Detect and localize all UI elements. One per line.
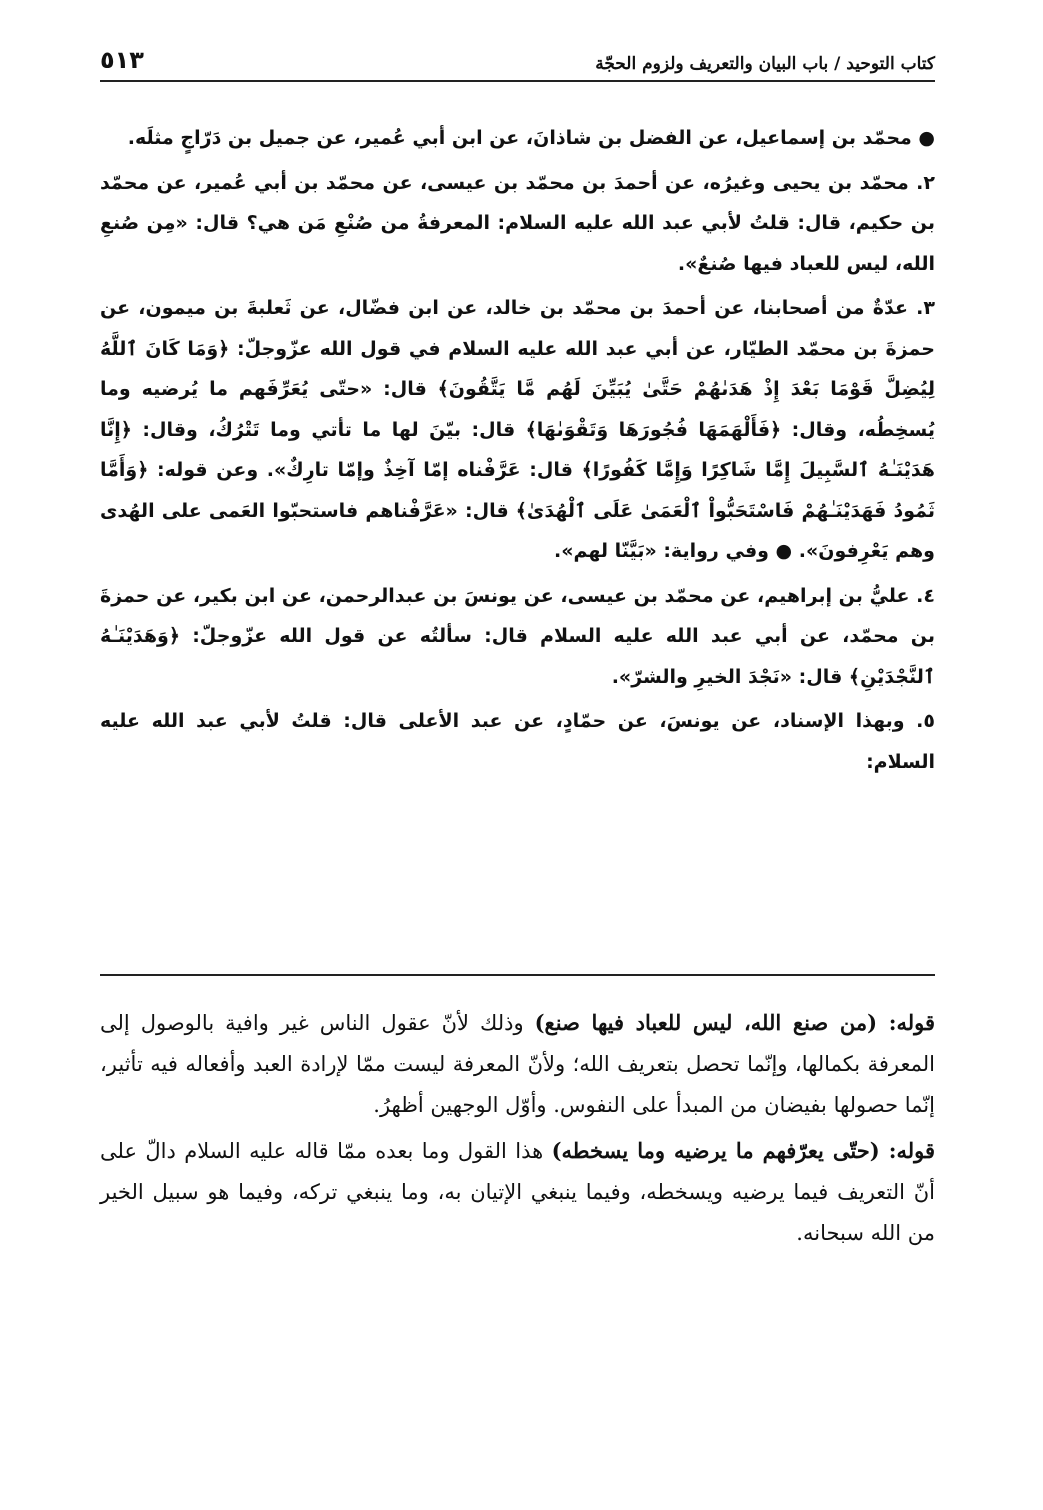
running-title: كتاب التوحيد / باب البيان والتعريف ولزوم الحجّة (595, 54, 935, 74)
page-number: ٥١٣ (100, 46, 144, 74)
commentary-divider (100, 974, 935, 976)
commentary-section (100, 1002, 935, 1258)
hadith-paragraph: ٢. محمّد بن يحيى وغيرُه، عن أحمدَ بن محمّد بن عيسى، عن محمّد بن أبي عُمير، عن محمّد بن حكيم، قال: قلتُ لأبي عبد الله عليه السلام: المعرفةُ من صُنْعِ مَن هي؟ قال: «مِن صُنعِ الله، ليس للعباد فيها صُنعٌ». (100, 171, 935, 275)
commentary-body: هذا القول وما بعده ممّا قاله عليه السلام دالّ على أنّ التعريف فيما يرضيه ويسخطه، وفيما ينبغي الإتيان به، وما ينبغي تركه، وفيما هو سبيل الخير من الله سبحانه. (100, 1139, 935, 1245)
commentary-body: وذلك لأنّ عقول الناس غير وافية بالوصول إلى المعرفة بكمالها، وإنّما تحصل بتعريف الله؛ ولأنّ المعرفة ليست ممّا لإرادة العبد وأفعاله فيه تأثير، إنّما حصولها بفيضان من المبدأ على النفوس. وأوّل الوجهين أظهرُ. (100, 1011, 935, 1117)
hadith-text (100, 118, 935, 786)
hadith-paragraph: ٤. عليُّ بن إبراهيم، عن محمّد بن عيسى، عن يونسَ بن عبدالرحمن، عن ابن بكير، عن حمزةَ بن محمّد، عن أبي عبد الله عليه السلام قال: سألتُه عن قول الله عزّوجلّ: ﴿وَهَدَيْنَـٰهُ ٱلنَّجْدَيْنِ﴾ قال: «نَجْدَ الخيرِ والشرّ». (100, 584, 935, 688)
hadith-paragraph: ٥. وبهذا الإسناد، عن يونسَ، عن حمّادٍ، عن عبد الأعلى قال: قلتُ لأبي عبد الله عليه السلام: (100, 710, 935, 773)
page-header (100, 34, 935, 74)
header-divider (100, 80, 935, 82)
commentary-paragraph (100, 1002, 935, 1126)
commentary-paragraph (100, 1130, 935, 1254)
hadith-paragraph: ● محمّد بن إسماعيل، عن الفضل بن شاذانَ، عن ابن أبي عُمير، عن جميل بن دَرّاجٍ مثلَه. (127, 127, 935, 149)
hadith-paragraph: ٣. عدّةٌ من أصحابنا، عن أحمدَ بن محمّد بن خالد، عن ابن فضّال، عن ثَعلبةَ بن ميمون، عن حمزةَ بن محمّد الطيّار، عن أبي عبد الله عليه السلام في قول الله عزّوجلّ: ﴿وَمَا كَانَ ٱللَّهُ لِيُضِلَّ قَوْمَا بَعْدَ إِذْ هَدَىٰهُمْ حَتَّىٰ يُبَيِّنَ لَهُم مَّا يَتَّقُونَ﴾ قال: «حتّى يُعَرِّفَهم ما يُرضيه وما يُسخِطُه، وقال: ﴿فَأَلْهَمَهَا فُجُورَهَا وَتَقْوَىٰهَا﴾ قال: بيّنَ لها ما تأتي وما تَتْرُكُ، وقال: ﴿إِنَّا هَدَيْنَـٰهُ ٱلسَّبِيلَ إِمَّا شَاكِرًا وَإِمَّا كَفُورًا﴾ قال: عَرَّفْناه إمّا آخِذٌ وإمّا تارِكٌ». وعن قوله: ﴿وَأَمَّا ثَمُودُ فَهَدَيْنَـٰهُمْ فَاسْتَحَبُّواْ ٱلْعَمَىٰ عَلَى ٱلْهُدَىٰ﴾ قال: «عَرَّفْناهم فاستحبّوا العَمى على الهُدى وهم يَعْرِفونَ». ● وفي رواية: «بَيَّنّا لهم». (100, 297, 935, 562)
commentary-lemma: قوله: (من صنع الله، ليس للعباد فيها صنع) (534, 1010, 935, 1035)
commentary-lemma: قوله: (حتّى يعرّفهم ما يرضيه وما يسخطه) (551, 1138, 936, 1163)
